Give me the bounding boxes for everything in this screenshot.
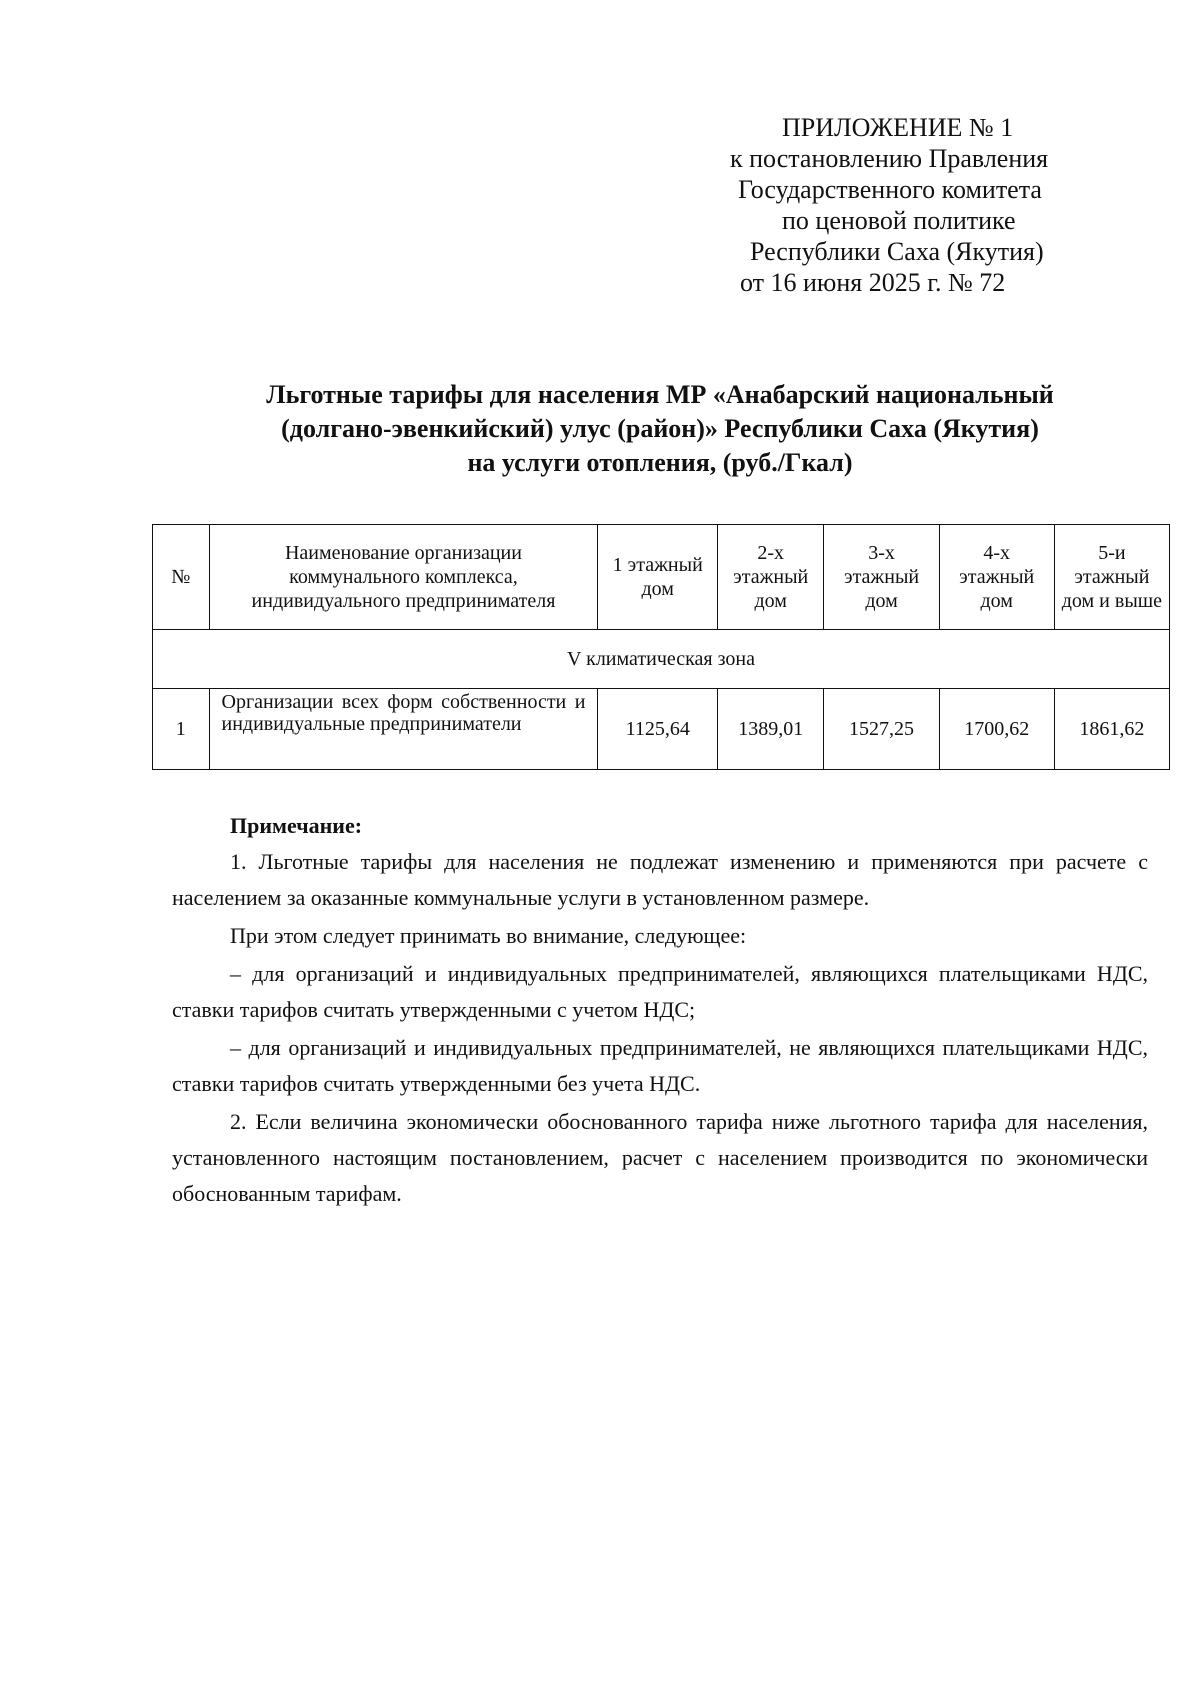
zone-row bbox=[153, 630, 1170, 689]
header-floors-4: 4-х этажный дом bbox=[939, 525, 1054, 630]
approval-line: к постановлению Правления bbox=[730, 144, 1049, 173]
note-paragraph: – для организаций и индивидуальных предпринимателей, не являющихся плательщиками НДС, ставки тарифов считать утвержденными без учета НДС. bbox=[172, 1035, 1148, 1096]
row-floors-3: 1527,25 bbox=[824, 689, 939, 770]
header-floors-5: 5-и этажный дом и выше bbox=[1054, 525, 1169, 630]
title-line: (долгано-эвенкийский) улус (район)» Республики Саха (Якутия) bbox=[281, 414, 1039, 443]
approval-block bbox=[720, 112, 1100, 298]
notes-section bbox=[172, 808, 1148, 1214]
row-number: 1 bbox=[153, 689, 210, 770]
row-floors-5: 1861,62 bbox=[1054, 689, 1169, 770]
header-organization: Наименование организации коммунального комплекса, индивидуального предпринимателя bbox=[209, 525, 598, 630]
approval-line: Республики Саха (Якутия) bbox=[750, 237, 1044, 266]
tariff-table bbox=[152, 524, 1170, 770]
note-paragraph: 1. Льготные тарифы для населения не подлежат изменению и применяются при расчете с населением за оказанные коммунальные услуги в установленном размере. bbox=[172, 849, 1148, 910]
approval-line: от 16 июня 2025 г. № 72 bbox=[740, 268, 1006, 297]
approval-line: по ценовой политике bbox=[782, 206, 1016, 235]
document-title bbox=[150, 378, 1170, 480]
row-organization: Организации всех форм собственности и индивидуальные предприниматели bbox=[209, 689, 598, 770]
note-paragraph: При этом следует принимать во внимание, следующее: bbox=[230, 923, 747, 948]
row-floors-1: 1125,64 bbox=[598, 689, 718, 770]
header-floors-1: 1 этажный дом bbox=[598, 525, 718, 630]
header-number: № bbox=[153, 525, 210, 630]
note-paragraph: 2. Если величина экономически обоснованного тарифа ниже льготного тарифа для населения, установленного настоящим постановлением, расчет с населением производится по экономически обоснованным тарифам. bbox=[172, 1109, 1148, 1206]
climate-zone-label: V климатическая зона bbox=[153, 630, 1170, 689]
title-line: Льготные тарифы для населения МР «Анабарский национальный bbox=[266, 380, 1054, 409]
title-line: на услуги отопления, (руб./Гкал) bbox=[467, 448, 853, 477]
notes-heading: Примечание: bbox=[230, 813, 363, 838]
note-paragraph: – для организаций и индивидуальных предпринимателей, являющихся плательщиками НДС, ставки тарифов считать утвержденными с учетом НДС; bbox=[172, 961, 1148, 1022]
row-floors-4: 1700,62 bbox=[939, 689, 1054, 770]
approval-line: ПРИЛОЖЕНИЕ № 1 bbox=[782, 113, 1014, 142]
approval-line: Государственного комитета bbox=[738, 175, 1042, 204]
table-header-row bbox=[153, 525, 1170, 630]
header-floors-2: 2-х этажный дом bbox=[717, 525, 823, 630]
table-row bbox=[153, 689, 1170, 770]
row-floors-2: 1389,01 bbox=[717, 689, 823, 770]
header-floors-3: 3-х этажный дом bbox=[824, 525, 939, 630]
